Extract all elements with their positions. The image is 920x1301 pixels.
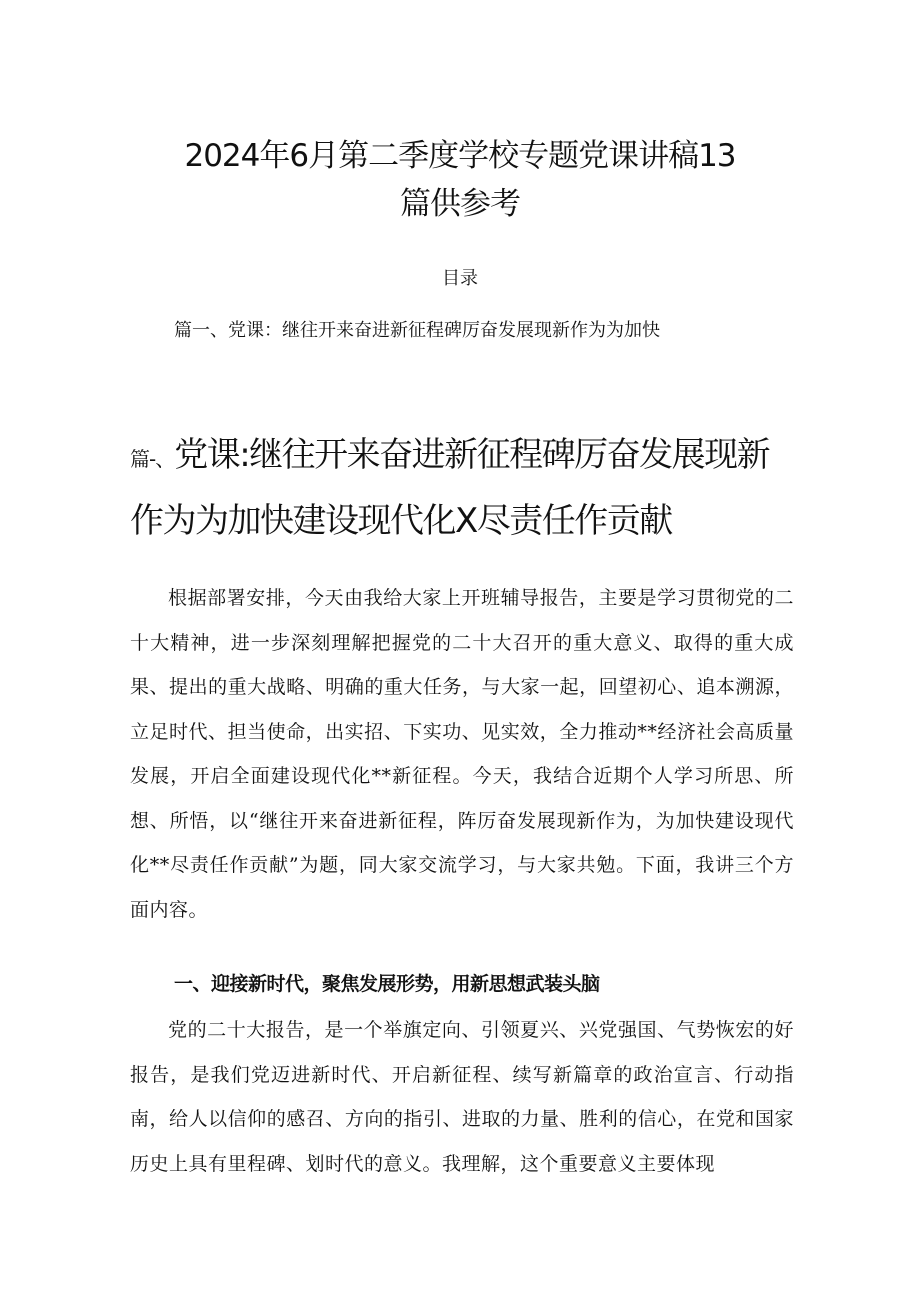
section-heading: 一、迎接新时代，聚焦发展形势，用新思想武装头脑 [174, 973, 600, 995]
chapter-title-line2: 作为为加快建设现代化X尽责任作贡献 [130, 501, 672, 541]
body-paragraph-1: 根据部署安排，今天由我给大家上开班辅导报告，主要是学习贯彻党的二十大精神，进一步深刻理解把握党的二十大召开的重大意义、取得的重大成果、提出的重大战略、明确的重大任务，与大家一起，回望初心、追本溯源，立足时代、担当使命，出实招、下实功、见实效，全力推动**经济社会高质量发展，开启全面建设现代化**新征程。今天，我结合近期个人学习所思、所想、所悟，以“继往开来奋进新征程，阵厉奋发展现新作为，为加快建设现代化**尽责任作贡献”为题，同大家交流学习，与大家共勉。下面，我讲三个方面内容。 [130, 587, 794, 921]
toc-item-1[interactable]: 篇一、党课：继往开来奋进新征程碑厉奋发展现新作为为加快 [174, 320, 660, 341]
document-title-line1: 2024年6月第二季度学校专题党课讲稿13 [184, 138, 736, 174]
chapter-title-line1: 党课:继往开来奋进新征程碑厉奋发展现新 [174, 435, 770, 475]
body-paragraph-2: 党的二十大报告，是一个举旗定向、引领夏兴、兴党强国、气势恢宏的好报告，是我们党迈进新时代、开启新征程、续写新篇章的政治宣言、行动指南，给人以信仰的感召、方向的指引、进取的力量、胜利的信心，在党和国家历史上具有里程碑、划时代的意义。我理解，这个重要意义主要体现 [130, 1019, 794, 1175]
chapter-title [130, 424, 800, 552]
document-title-line2: 篇供参考 [400, 186, 520, 222]
chapter-number: 篇-、 [130, 447, 175, 471]
document-title [0, 132, 920, 228]
toc-heading: 目录 [442, 268, 478, 289]
